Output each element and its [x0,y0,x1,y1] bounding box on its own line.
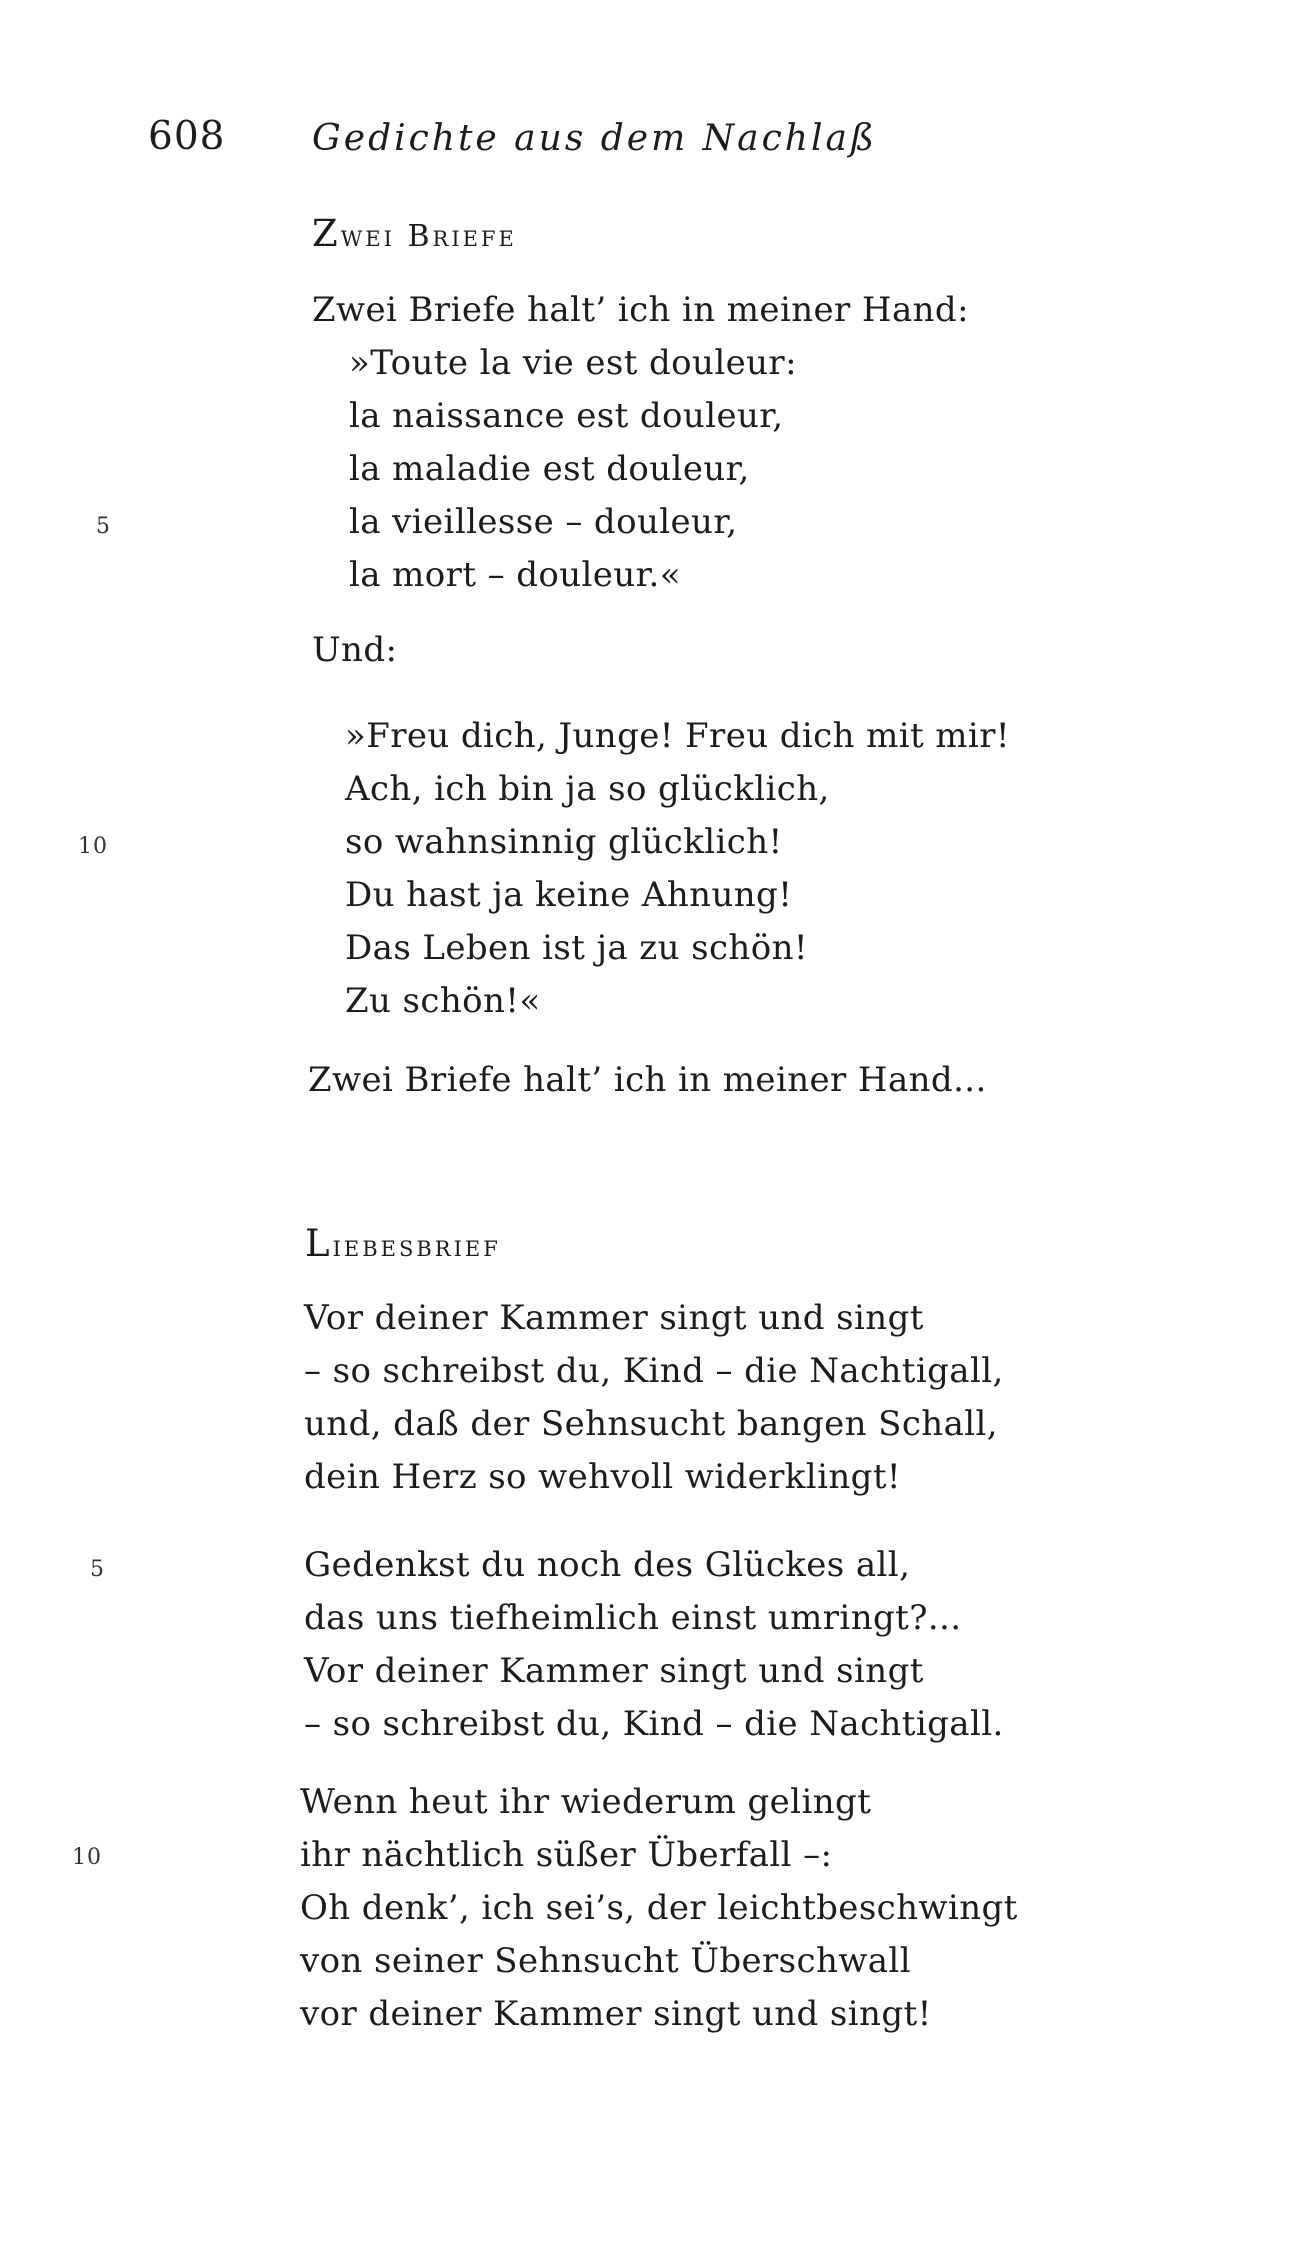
poem-line: und, daß der Sehnsucht bangen Schall, [304,1404,999,1444]
line-number: 5 [90,1557,105,1582]
poem-line: la maladie est douleur, [349,449,750,489]
poem-line: Oh denk’, ich sei’s, der leichtbeschwingt [300,1888,1018,1928]
poem-line: – so schreibst du, Kind – die Nachtigall, [304,1351,1004,1391]
poem-line: Zwei Briefe halt’ ich in meiner Hand: [312,290,969,330]
poem-line: Gedenkst du noch des Glückes all, [304,1545,911,1585]
line-number: 10 [72,1845,102,1870]
poem-line: Zu schön!« [345,981,541,1021]
poem-line: Du hast ja keine Ahnung! [345,875,793,915]
poem-line: »Toute la vie est douleur: [349,343,797,383]
poem-line: Zwei Briefe halt’ ich in meiner Hand... [308,1060,987,1100]
poem-line: la vieillesse – douleur, [349,502,738,542]
running-title: Gedichte aus dem Nachlaß [312,118,878,159]
line-number: 10 [78,834,108,859]
line-number: 5 [96,514,111,539]
page-number: 608 [148,114,226,159]
poem-line: – so schreibst du, Kind – die Nachtigall. [304,1704,1004,1744]
poem-line: Das Leben ist ja zu schön! [345,928,808,968]
poem-line: vor deiner Kammer singt und singt! [300,1994,932,2034]
poem-title: Zwei Briefe [312,212,517,255]
poem-line: Vor deiner Kammer singt und singt [304,1298,924,1338]
poem-line: »Freu dich, Junge! Freu dich mit mir! [345,716,1010,756]
poem-line: so wahnsinnig glücklich! [345,822,783,862]
poem-line: Vor deiner Kammer singt und singt [304,1651,924,1691]
poem-line: la mort – douleur.« [349,555,681,595]
poem-line: von seiner Sehnsucht Überschwall [300,1941,911,1981]
poem-line: dein Herz so wehvoll widerklingt! [304,1457,901,1497]
poem-line: das uns tiefheimlich einst umringt?... [304,1598,962,1638]
poem-title: Liebesbrief [305,1222,501,1265]
poem-line: Ach, ich bin ja so glücklich, [345,769,830,809]
poem-line: Und: [312,630,398,670]
poem-line: Wenn heut ihr wiederum gelingt [300,1782,872,1822]
poem-line: ihr nächtlich süßer Überfall –: [300,1835,833,1875]
poem-line: la naissance est douleur, [349,396,784,436]
